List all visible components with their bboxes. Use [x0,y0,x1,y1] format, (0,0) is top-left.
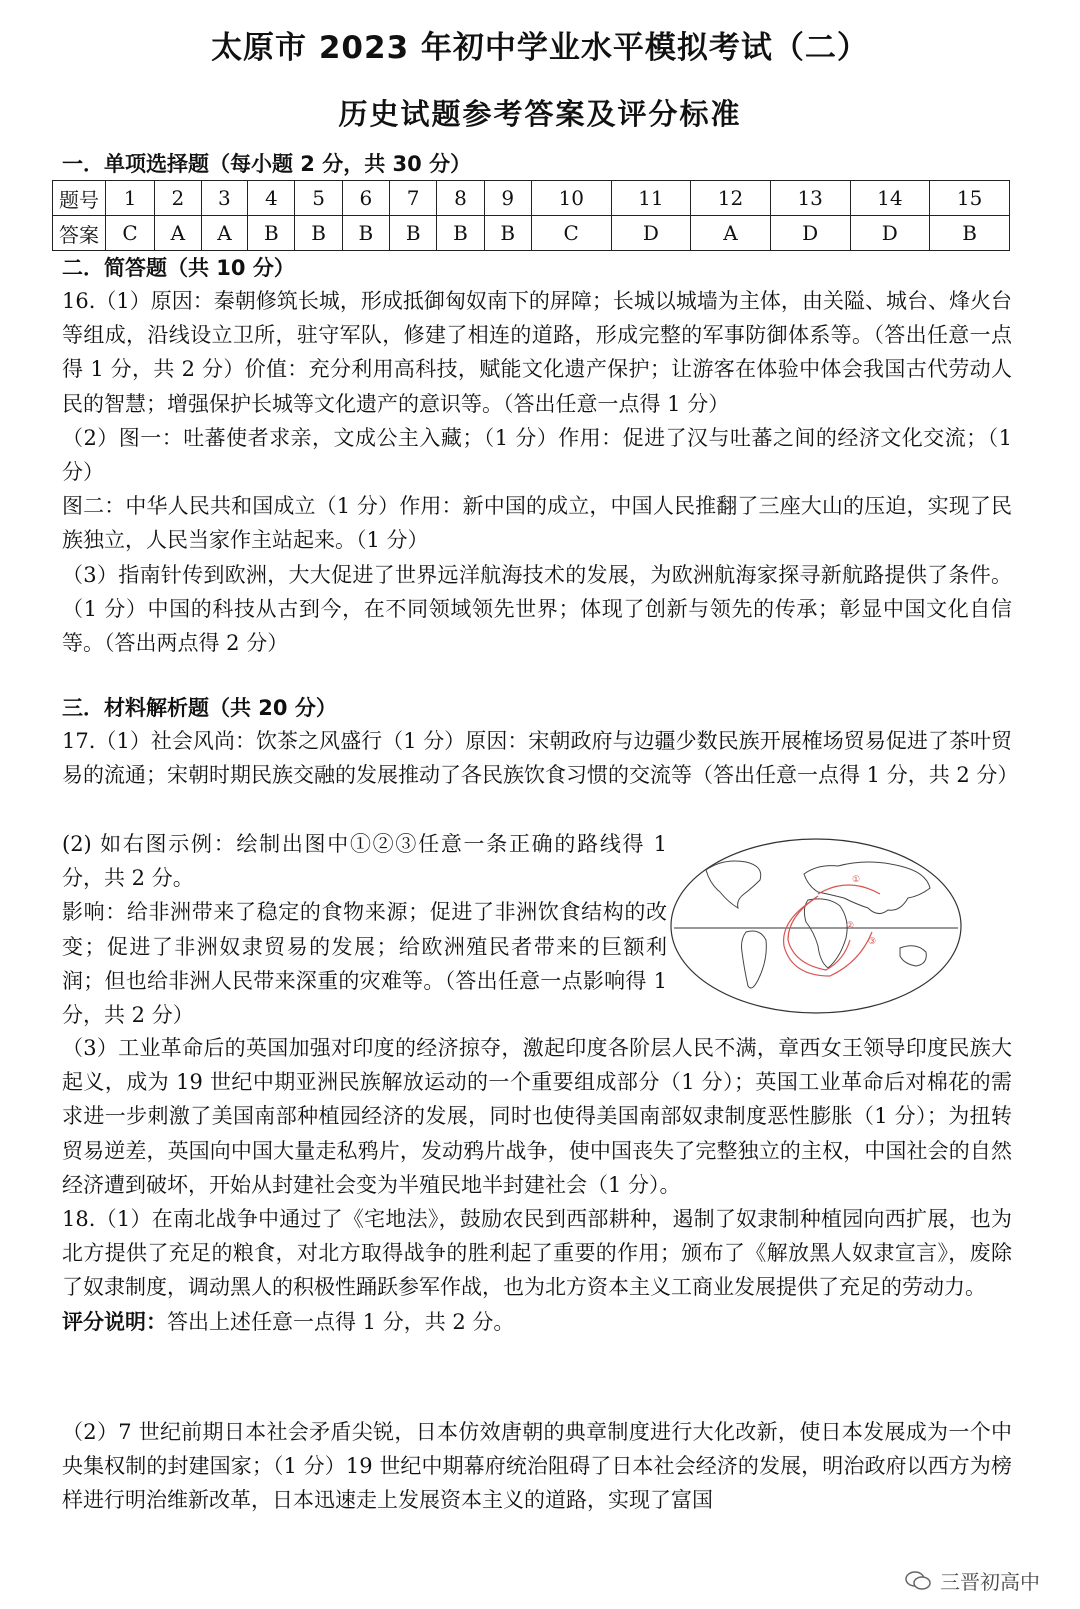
question-number: 5 [295,181,342,216]
answer-cell: B [295,216,342,251]
question-number: 12 [691,181,771,216]
question-number: 1 [106,181,155,216]
answer-cell: C [106,216,155,251]
q16-figure2: 图二：中华人民共和国成立（1 分）作用：新中国的成立，中国人民推翻了三座大山的压迫，实现了民族独立，人民当家作主站起来。（1 分） [62,494,1012,553]
question-number: 8 [437,181,484,216]
q16-part1: 16.（1）原因：秦朝修筑长城，形成抵御匈奴南下的屏障；长城以城墙为主体，由关隘、城台、烽火台等组成，沿线设立卫所，驻守军队，修建了相连的道路，形成完整的军事防御体系等。（答出任意一点得 1 分，共 2 分）价值：充分利用高科技，赋能文化遗产保护；让游客在体验中体会我国古代劳动人民的智慧；增强保护长城等文化遗产的意识等。（答出任意一点得 1 分） [62,289,1012,416]
question-number: 15 [930,181,1010,216]
answer-cell: B [342,216,389,251]
q18-part2: （2）7 世纪前期日本社会矛盾尖锐，日本仿效唐朝的典章制度进行大化改新，使日本发展成为一个中央集权制的封建国家；（1 分）19 世纪中期幕府统治阻碍了日本社会经济的发展，明治政府以西方为榜样进行明治维新改革，日本迅速走上发展资本主义的道路，实现了富国 [62,1420,1012,1513]
answer-cell: D [850,216,930,251]
world-map-figure [668,836,964,1016]
route-label-2: ② [846,921,855,931]
section3-heading: 三．材料解析题（共 20 分） [62,696,337,720]
question-number: 7 [390,181,437,216]
q18-part1: 18.（1）在南北战争中通过了《宅地法》，鼓励农民到西部耕种，遏制了奴隶制种植园向西扩展，也为北方提供了充足的粮食，对北方取得战争的胜利起了重要的作用；颁布了《解放黑人奴隶宣言》，废除了奴隶制度，调动黑人的积极性踊跃参军作战，也为北方资本主义工商业发展提供了充足的劳动力。 [62,1207,1012,1300]
answer-cell: A [155,216,202,251]
answer-cell: B [248,216,295,251]
answer-cell: B [930,216,1010,251]
question-number: 4 [248,181,295,216]
answer-cell: B [390,216,437,251]
row-label-number: 题号 [53,181,106,216]
answer-cell: B [484,216,531,251]
watermark-text: 三晋初高中 [940,1570,1040,1594]
exam-subtitle: 历史试题参考答案及评分标准 [338,97,742,131]
q17-part2-impact: 影响：给非洲带来了稳定的食物来源；促进了非洲饮食结构的改变；促进了非洲奴隶贸易的发展；给欧洲殖民者带来的巨额利润；但也给非洲人民带来深重的灾难等。（答出任意一点影响得 1 分，共 2 分） [62,900,667,1028]
answer-cell: D [611,216,691,251]
section2-body [62,284,1012,660]
answer-table-number-row [53,181,1010,216]
q16-part3: （3）指南针传到欧洲，大大促进了世界远洋航海技术的发展，为欧洲航海家探寻新航路提供了条件。（1 分）中国的科技从古到今，在不同领域领先世界；体现了创新与领先的传承；彰显中国文化自信等。（答出两点得 2 分） [62,562,1012,656]
route-label-3: ③ [868,937,877,947]
question-number: 11 [611,181,691,216]
route-label-1: ① [852,875,861,885]
question-number: 3 [201,181,248,216]
answer-cell: A [201,216,248,251]
q17-part3-block [62,1031,1012,1339]
question-number: 9 [484,181,531,216]
scoring-note-text: 答出上述任意一点得 1 分，共 2 分。 [167,1309,515,1334]
q17-part2: (2) 如右图示例：绘制出图中①②③任意一条正确的路线得 1 分，共 2 分。 [62,832,667,891]
wechat-icon [904,1570,932,1592]
q17-part1-block [62,724,1019,792]
answer-cell: C [531,216,611,251]
q16-part2: （2）图一：吐蕃使者求亲，文成公主入藏；（1 分）作用：促进了汉与吐蕃之间的经济文化交流；（1 分） [62,425,1012,485]
watermark [904,1566,1040,1595]
question-number: 14 [850,181,930,216]
q17-part3: （3）工业革命后的英国加强对印度的经济掠夺，激起印度各阶层人民不满，章西女王领导印度民族大起义，成为 19 世纪中期亚洲民族解放运动的一个重要组成部分（1 分）；英国工业革命后对棉花的需求进一步刺激了美国南部种植园经济的发展，同时也使得美国南部奴隶制度恶性膨胀（1 分）；为扭转贸易逆差，英国向中国大量走私鸦片，发动鸦片战争，使中国丧失了完整独立的主权，中国社会的自然经济遭到破坏，开始从封建社会变为半殖民地半封建社会（1 分）。 [62,1036,1012,1197]
exam-title: 太原市 2023 年初中学业水平模拟考试（二） [211,30,869,66]
question-number: 6 [342,181,389,216]
answer-cell: A [691,216,771,251]
section1-heading: 一．单项选择题（每小题 2 分，共 30 分） [62,152,472,176]
scoring-note [62,1305,1012,1339]
question-number: 10 [531,181,611,216]
answer-cell: D [770,216,850,251]
q17-part1: 17.（1）社会风尚：饮茶之风盛行（1 分）原因：宋朝政府与边疆少数民族开展榷场贸易促进了茶叶贸易的流通；宋朝时期民族交融的发展推动了各民族饮食习惯的交流等（答出任意一点得 1 分，共 2 分） [62,729,1019,788]
question-number: 13 [770,181,850,216]
row-label-answer: 答案 [53,216,106,251]
scoring-note-label: 评分说明： [62,1309,167,1334]
q17-part2-block [62,827,667,1032]
answer-table [52,180,1010,251]
answer-cell: B [437,216,484,251]
q18-part2-block [62,1415,1012,1518]
question-number: 2 [155,181,202,216]
section2-heading: 二．简答题（共 10 分） [62,256,295,280]
answer-table-answer-row [53,216,1010,251]
